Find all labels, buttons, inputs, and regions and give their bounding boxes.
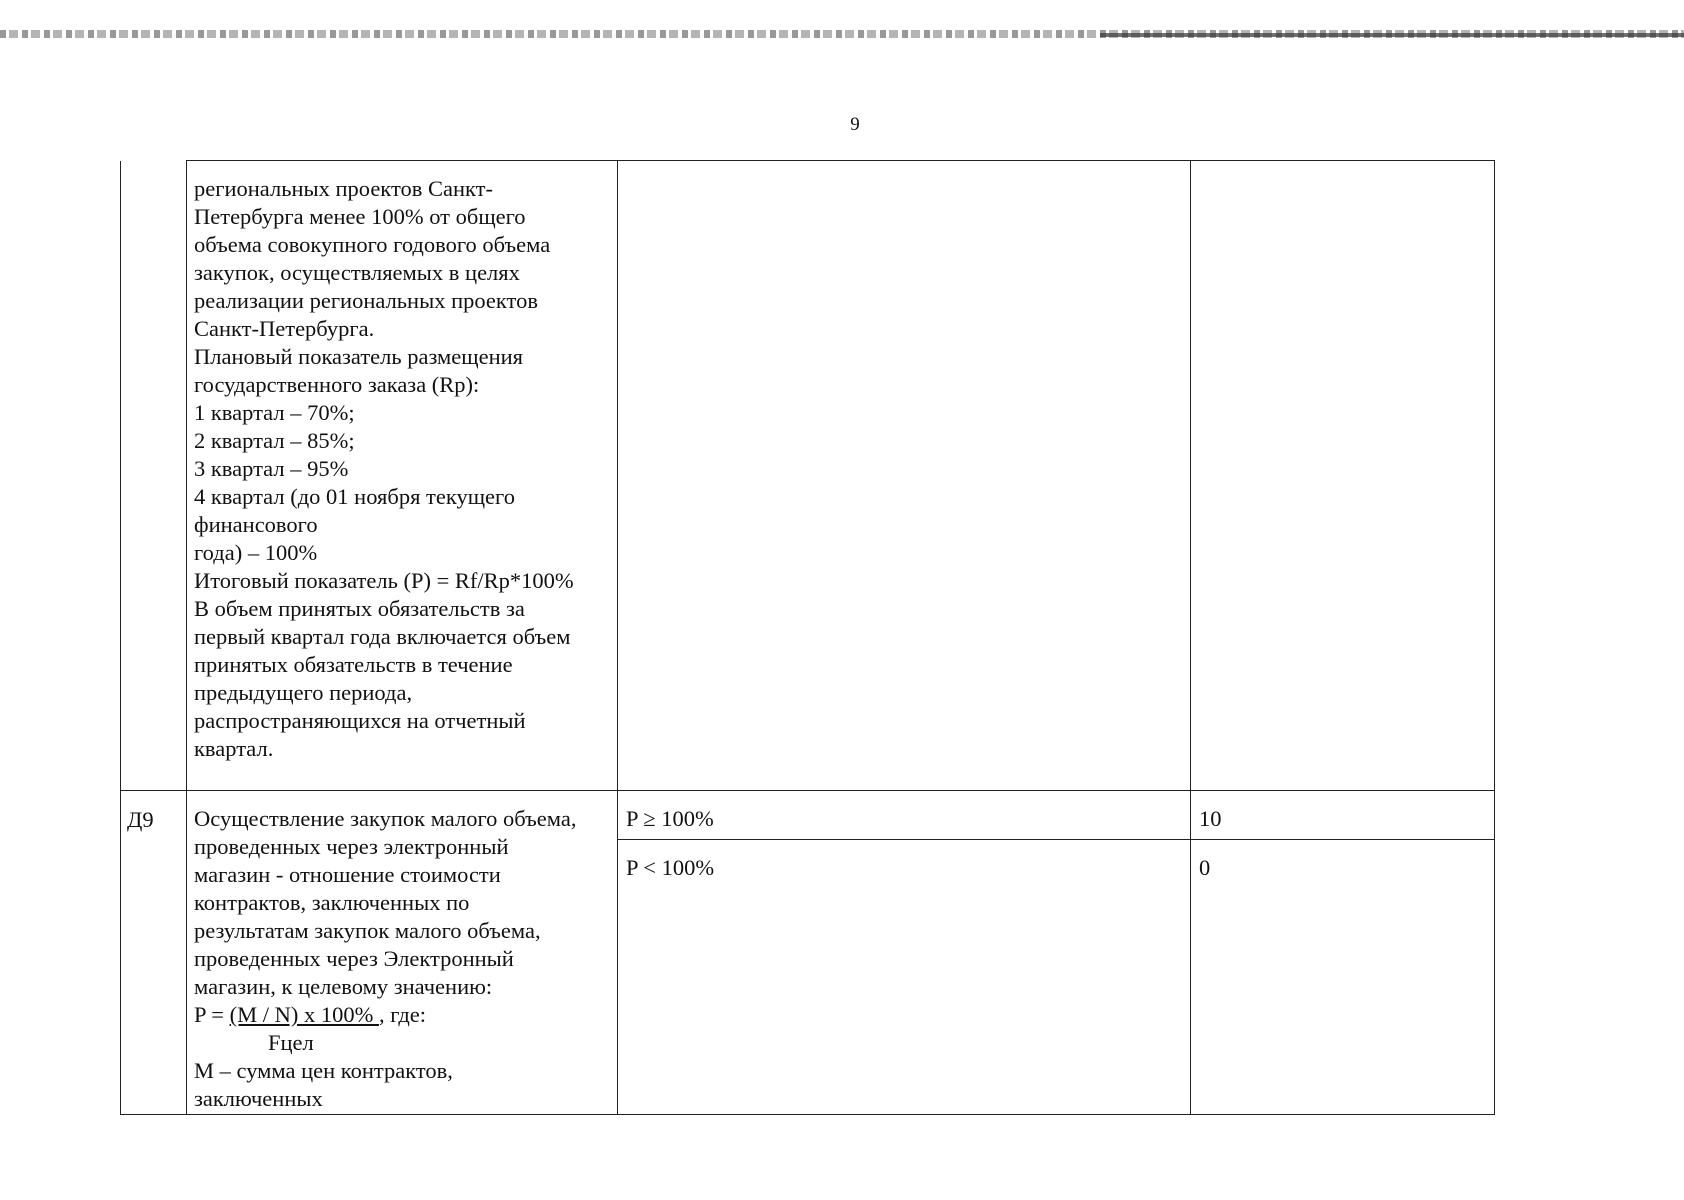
text-line: года) – 100% [194, 540, 318, 565]
text-line: 2 квартал – 85%; [194, 428, 355, 453]
description-cell [187, 161, 618, 791]
text-line: первый квартал года включается объем [194, 624, 571, 649]
text-line: финансового [194, 512, 318, 537]
text-line: магазин, к целевому значению: [194, 974, 493, 999]
text-line: объема совокупного годового объема [194, 232, 551, 257]
text-line: квартал. [194, 736, 274, 761]
text-line: Петербурга менее 100% от общего [194, 204, 526, 229]
text-line: государственного заказа (Rp): [194, 372, 480, 397]
text-line: проведенных через электронный [194, 834, 509, 859]
criteria-cell [618, 840, 1191, 1115]
text-line: Итоговый показатель (P) = Rf/Rp*100% [194, 568, 574, 593]
criterion-condition: P < 100% [626, 855, 715, 880]
row-code: Д9 [127, 807, 154, 832]
row-number-cell [121, 161, 187, 791]
row-number-cell [121, 791, 187, 1115]
text-line: региональных проектов Санкт- [194, 176, 493, 201]
description-cell [187, 791, 618, 1115]
text-line: контрактов, заключенных по [194, 890, 470, 915]
formula-line: P = (M / N) x 100% , где: [194, 1002, 427, 1027]
text-line: Плановый показатель размещения [194, 344, 524, 369]
table-row-d9 [121, 791, 1495, 840]
table-row-continuation [121, 161, 1495, 791]
text-line: M – сумма цен контрактов, [194, 1058, 453, 1083]
criterion-condition: P ≥ 100% [626, 806, 714, 831]
criterion-score: 10 [1199, 806, 1222, 831]
formula-denominator: Fцел [268, 1030, 314, 1055]
scan-edge-artifact-right [1100, 33, 1684, 37]
score-cell [1191, 840, 1495, 1115]
text-line: 4 квартал (до 01 ноября текущего [194, 484, 515, 509]
text-line: 1 квартал – 70%; [194, 400, 355, 425]
text-line: предыдущего периода, [194, 680, 413, 705]
text-line: В объем принятых обязательств за [194, 596, 525, 621]
criteria-table [120, 160, 1495, 1115]
text-line: закупок, осуществляемых в целях [194, 260, 520, 285]
continuation-text [187, 161, 617, 763]
formula-numerator: (M / N) x 100% [229, 1002, 379, 1027]
text-line: распространяющихся на отчетный [194, 708, 526, 733]
text-line: реализации региональных проектов [194, 288, 538, 313]
criteria-cell [618, 161, 1191, 791]
score-cell [1191, 791, 1495, 840]
text-line: магазин - отношение стоимости [194, 862, 501, 887]
text-line: Осуществление закупок малого объема, [194, 806, 577, 831]
score-cell [1191, 161, 1495, 791]
text-line: результатам закупок малого объема, [194, 918, 541, 943]
text-line: Санкт-Петербурга. [194, 316, 375, 341]
criterion-score: 0 [1199, 855, 1211, 880]
page-number: 9 [850, 114, 860, 135]
text-line: проведенных через Электронный [194, 946, 514, 971]
criteria-cell [618, 791, 1191, 840]
text-line: принятых обязательств в течение [194, 652, 513, 677]
text-line: заключенных [194, 1086, 323, 1111]
text-line: 3 квартал – 95% [194, 456, 349, 481]
d9-description [187, 791, 617, 1113]
